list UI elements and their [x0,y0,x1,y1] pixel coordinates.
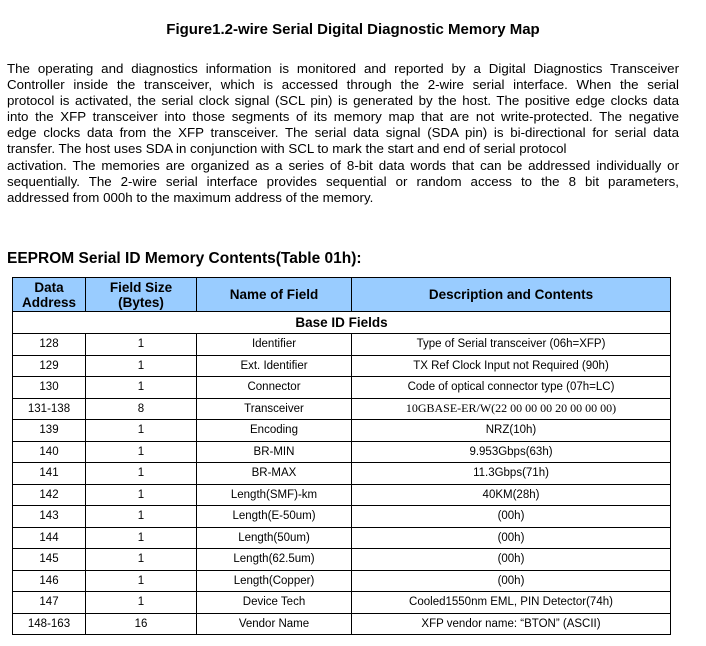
cell-description: TX Ref Clock Input not Required (90h) [352,355,671,377]
cell-field-size: 1 [86,463,197,485]
cell-field-name: Encoding [197,420,352,442]
cell-description: 9.953Gbps(63h) [352,441,671,463]
cell-field-name: BR-MAX [197,463,352,485]
intro-line: into the XFP transceiver into those segments of its memory map that are not write-protected. The negative [7,109,679,125]
cell-address: 131-138 [13,398,86,420]
header-field-size: Field Size (Bytes) [86,278,197,312]
cell-field-name: Device Tech [197,592,352,614]
cell-address: 143 [13,506,86,528]
cell-field-name: Length(SMF)-km [197,484,352,506]
cell-address: 128 [13,334,86,356]
cell-address: 144 [13,527,86,549]
table-row [13,506,671,528]
cell-description: (00h) [352,527,671,549]
table-row [13,398,671,420]
table-row [13,484,671,506]
cell-description: (00h) [352,549,671,571]
intro-line: transfer. The host uses SDA in conjunction with SCL to mark the start and end of serial protocol [7,141,567,157]
cell-description: 11.3Gbps(71h) [352,463,671,485]
cell-description: 10GBASE-ER/W(22 00 00 00 20 00 00 00) [352,398,671,420]
table-row [13,377,671,399]
cell-field-name: Transceiver [197,398,352,420]
intro-paragraph [7,61,679,206]
table-row [13,355,671,377]
intro-line: protocol is activated, the serial clock signal (SCL pin) is generated by the host. The positive edge clocks data [7,93,679,109]
table-row [13,334,671,356]
cell-address: 142 [13,484,86,506]
intro-line: edge clocks data from the XFP transceiver. The serial data signal (SDA pin) is bi-directional for serial data [7,125,679,141]
cell-field-name: Connector [197,377,352,399]
table-row [13,420,671,442]
intro-line: Controller inside the transceiver, which is accessed through the 2-wire serial interface. When the serial [7,77,679,93]
table-body [13,312,671,635]
cell-field-name: Length(E-50um) [197,506,352,528]
cell-field-size: 1 [86,549,197,571]
cell-field-name: Identifier [197,334,352,356]
cell-address: 141 [13,463,86,485]
eeprom-table [12,277,671,635]
cell-field-name: Vendor Name [197,613,352,635]
cell-description: (00h) [352,506,671,528]
cell-description: (00h) [352,570,671,592]
cell-field-name: Length(Copper) [197,570,352,592]
cell-field-size: 1 [86,506,197,528]
cell-field-size: 8 [86,398,197,420]
cell-address: 130 [13,377,86,399]
cell-field-size: 1 [86,377,197,399]
header-data-address: Data Address [13,278,86,312]
intro-line: The operating and diagnostics information is monitored and reported by a Digital Diagnostics Transceiver [7,61,679,76]
cell-description: NRZ(10h) [352,420,671,442]
cell-description: Cooled1550nm EML, PIN Detector(74h) [352,592,671,614]
cell-description: XFP vendor name: “BTON” (ASCII) [352,613,671,635]
table-row [13,613,671,635]
cell-field-size: 1 [86,355,197,377]
cell-description: Code of optical connector type (07h=LC) [352,377,671,399]
table-row [13,570,671,592]
intro-line: addressed from 000h to the maximum address of the memory. [7,189,374,205]
table-row [13,441,671,463]
cell-field-name: Length(50um) [197,527,352,549]
figure-title: Figure1.2-wire Serial Digital Diagnostic Memory Map [166,21,540,38]
cell-field-name: BR-MIN [197,441,352,463]
table-row [13,592,671,614]
cell-field-size: 1 [86,592,197,614]
table-row [13,549,671,571]
cell-address: 139 [13,420,86,442]
cell-address: 145 [13,549,86,571]
table-header-row [13,278,671,312]
section-title: EEPROM Serial ID Memory Contents(Table 01h): [7,250,362,267]
cell-address: 140 [13,441,86,463]
cell-field-size: 1 [86,334,197,356]
header-name-of-field: Name of Field [197,278,352,312]
table-row [13,527,671,549]
table-row [13,463,671,485]
group-label: Base ID Fields [13,312,671,334]
cell-field-size: 1 [86,441,197,463]
cell-field-name: Length(62.5um) [197,549,352,571]
cell-field-size: 1 [86,420,197,442]
cell-field-size: 1 [86,484,197,506]
cell-address: 129 [13,355,86,377]
header-description: Description and Contents [352,278,671,312]
cell-field-size: 1 [86,527,197,549]
cell-address: 147 [13,592,86,614]
cell-description: Type of Serial transceiver (06h=XFP) [352,334,671,356]
cell-field-size: 16 [86,613,197,635]
cell-field-name: Ext. Identifier [197,355,352,377]
cell-address: 148-163 [13,613,86,635]
cell-field-size: 1 [86,570,197,592]
intro-line: sequentially. The 2-wire serial interface provides sequential or random access to the 8 bit parameters, [7,173,679,189]
cell-address: 146 [13,570,86,592]
intro-line: activation. The memories are organized as a series of 8-bit data words that can be addressed individually or [7,157,679,173]
cell-description: 40KM(28h) [352,484,671,506]
group-row [13,312,671,334]
